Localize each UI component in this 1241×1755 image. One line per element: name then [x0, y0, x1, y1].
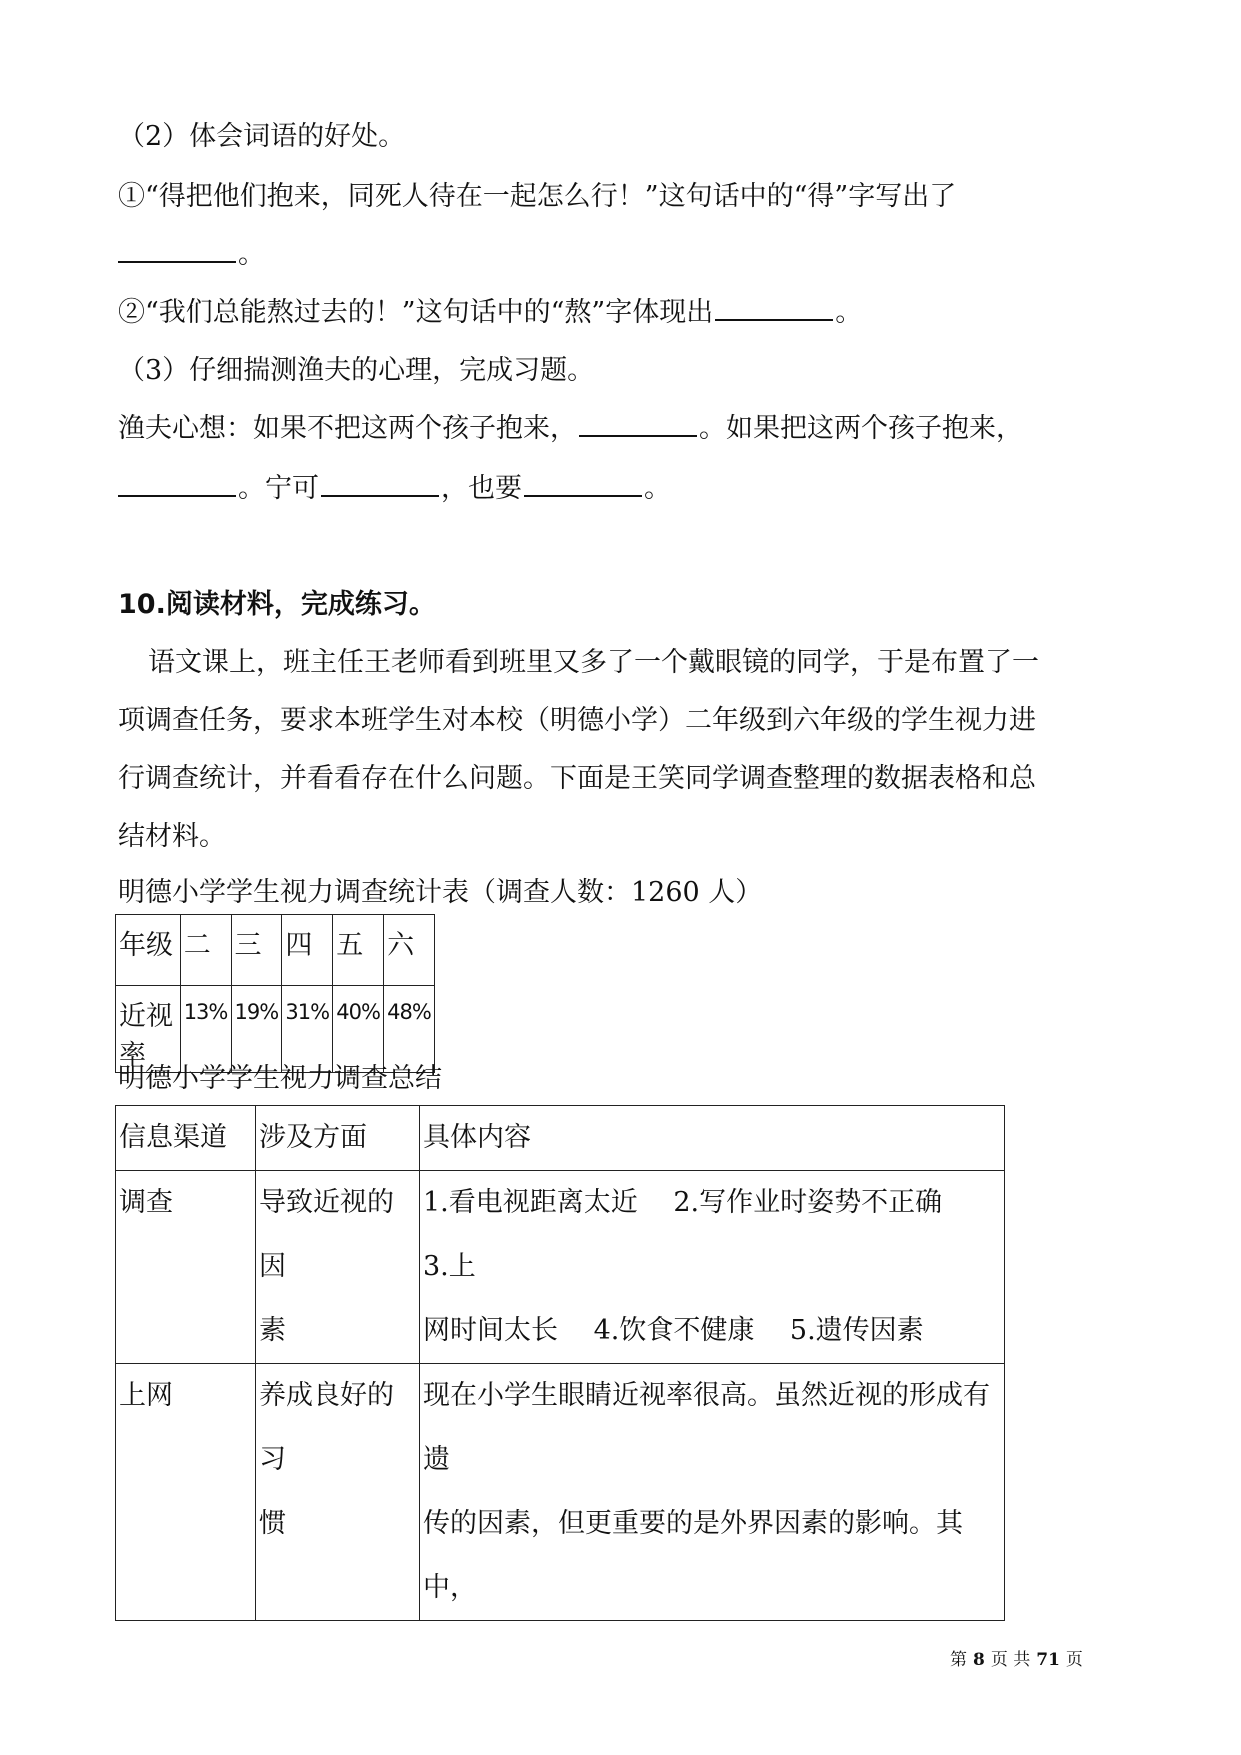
part3-line1-a: 渔夫心想：如果不把这两个孩子抱来， [118, 413, 577, 444]
cell-line: 现在小学生眼睛近视率很高。虽然近视的形成有遗 [423, 1380, 990, 1475]
answer-blank[interactable] [715, 295, 833, 321]
q10-para-line-1: 语文课上，班主任王老师看到班里又多了一个戴眼镜的同学，于是布置了一 [148, 647, 1039, 678]
q10-para-line-3: 行调查统计，并看看存在什么问题。下面是王笑同学调查整理的数据表格和总 [118, 763, 1036, 794]
table-cell: 31% [282, 986, 333, 1073]
table-cell: 48% [384, 986, 435, 1073]
table-cell: 13% [180, 986, 231, 1073]
table2-caption: 明德小学学生视力调查总结 [118, 1063, 442, 1094]
answer-blank[interactable] [524, 471, 642, 497]
vision-summary-table [115, 1105, 1005, 1621]
part2-item1-end: 。 [238, 239, 265, 270]
table1-caption: 明德小学学生视力调查统计表（调查人数：1260 人） [118, 877, 763, 908]
table-cell [256, 1364, 420, 1621]
table-row [116, 915, 435, 986]
part2-item1-text: ①“得把他们抱来，同死人待在一起怎么行！”这句话中的“得”字写出了 [118, 181, 957, 212]
vision-stats-table [115, 914, 435, 1073]
part3-heading: （3）仔细揣测渔夫的心理，完成习题。 [118, 355, 595, 386]
table-cell: 六 [384, 915, 435, 986]
footer-label: 页 共 [990, 1650, 1031, 1670]
table-cell: 近视率 [116, 986, 181, 1073]
table-cell: 40% [333, 986, 384, 1073]
cell-line: 1.看电视距离太近 2.写作业时姿势不正确 3.上 [423, 1187, 978, 1282]
footer-label: 页 [1065, 1650, 1083, 1670]
q10-title: 10.阅读材料，完成练习。 [118, 589, 436, 620]
part2-item2-end: 。 [835, 297, 863, 328]
table-cell: 19% [231, 986, 282, 1073]
table-cell [420, 1171, 1005, 1364]
page-footer [950, 1645, 1083, 1670]
table-cell: 上网 [116, 1364, 256, 1621]
table-row [116, 1171, 1005, 1364]
cell-line: 惯 [259, 1508, 286, 1539]
footer-label: 第 [950, 1650, 967, 1670]
q10-para-line-2: 项调查任务，要求本班学生对本校（明德小学）二年级到六年级的学生视力进 [118, 705, 1036, 736]
cell-line: 养成良好的习 [259, 1380, 394, 1475]
table-cell: 二 [180, 915, 231, 986]
part3-line2-a: 。宁可 [238, 473, 319, 504]
table-header-cell: 具体内容 [420, 1106, 1005, 1171]
table-row [116, 1106, 1005, 1171]
part3-line1-b: 。如果把这两个孩子抱来， [699, 413, 1023, 444]
cell-line: 传的因素，但更重要的是外界因素的影响。其中， [423, 1508, 963, 1603]
part2-item1 [118, 178, 956, 216]
answer-blank[interactable] [579, 411, 697, 437]
table-row [116, 1364, 1005, 1621]
part3-line2 [118, 470, 671, 508]
part3-line1 [118, 410, 1023, 448]
part2-heading: （2）体会词语的好处。 [118, 121, 406, 152]
table-cell: 三 [231, 915, 282, 986]
cell-line: 素 [259, 1315, 286, 1346]
table-cell [420, 1364, 1005, 1621]
table-header-cell: 信息渠道 [116, 1106, 256, 1171]
answer-blank[interactable] [118, 237, 236, 263]
table-cell: 四 [282, 915, 333, 986]
part2-item2 [118, 294, 862, 332]
cell-line: 导致近视的因 [259, 1187, 394, 1282]
cell-line: 网时间太长 4.饮食不健康 5.遗传因素 [423, 1315, 924, 1346]
part2-item2-text: ②“我们总能熬过去的！”这句话中的“熬”字体现出 [118, 297, 714, 328]
page-number: 8 [973, 1650, 985, 1670]
table-cell: 五 [333, 915, 384, 986]
part2-item1-answer [118, 236, 265, 274]
answer-blank[interactable] [321, 471, 439, 497]
total-pages: 71 [1036, 1650, 1060, 1670]
table-cell: 调查 [116, 1171, 256, 1364]
table-header-cell: 涉及方面 [256, 1106, 420, 1171]
q10-para-line-4: 结材料。 [118, 821, 226, 852]
part3-line2-b: ，也要 [441, 473, 522, 504]
table-cell [256, 1171, 420, 1364]
table-cell: 年级 [116, 915, 181, 986]
part3-line2-c: 。 [644, 473, 671, 504]
answer-blank[interactable] [118, 471, 236, 497]
